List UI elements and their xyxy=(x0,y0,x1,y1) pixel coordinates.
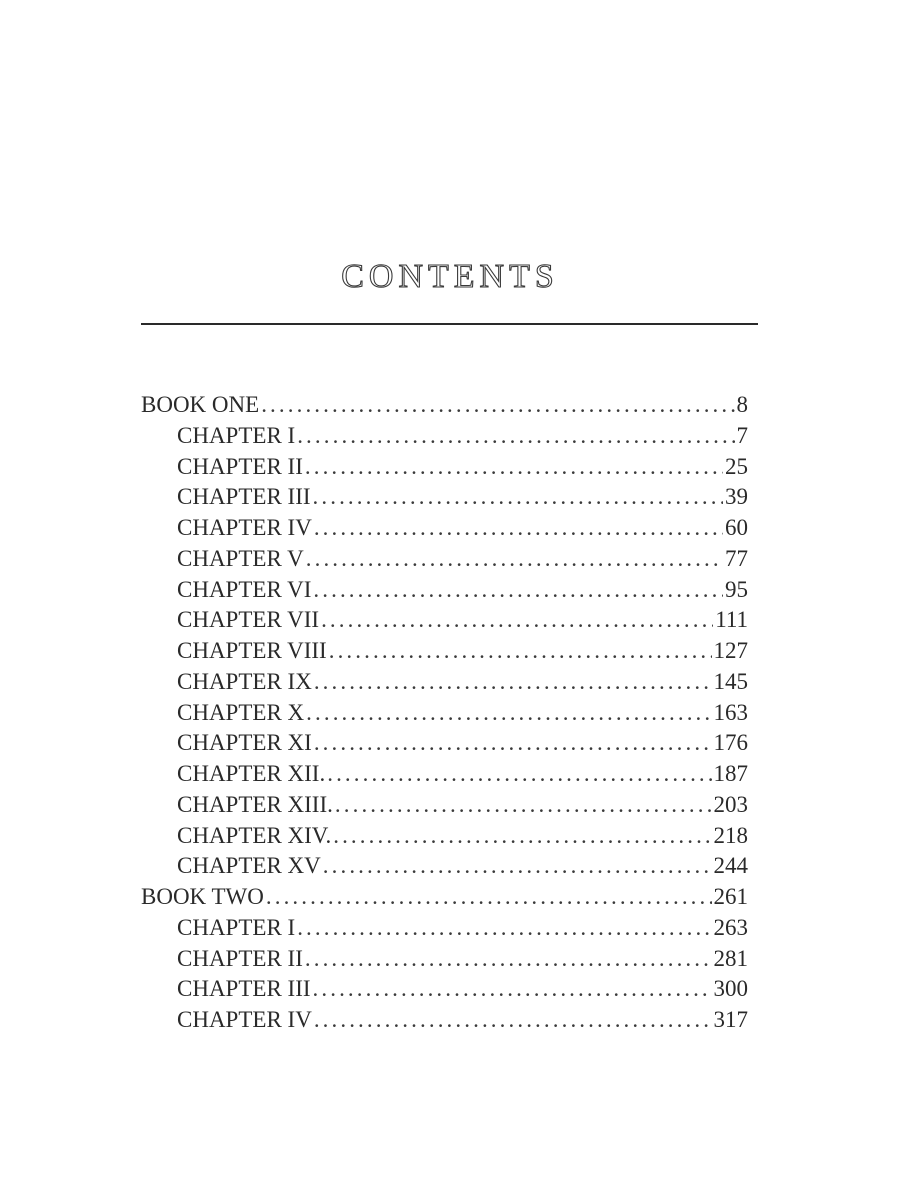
toc-book-entry xyxy=(141,390,748,421)
entry-page-number: 60 xyxy=(725,515,748,540)
entry-label: CHAPTER XI xyxy=(177,730,312,756)
entry-label: CHAPTER IV xyxy=(177,1007,312,1032)
entry-label: CHAPTER IV xyxy=(177,515,312,540)
entry-page-number: 261 xyxy=(713,884,748,909)
entry-page-number: 111 xyxy=(715,607,748,633)
dot-leader xyxy=(313,482,723,513)
dot-leader xyxy=(314,667,712,698)
entry-page-number: 8 xyxy=(736,392,748,417)
entry-label: CHAPTER XII. xyxy=(177,761,326,786)
entry-page-number: 317 xyxy=(713,1007,748,1032)
toc-chapter-entry xyxy=(141,482,748,513)
toc-chapter-entry xyxy=(141,913,748,944)
entry-label: CHAPTER VI xyxy=(177,576,312,602)
toc-chapter-entry xyxy=(141,667,748,698)
entry-label: CHAPTER XIV. xyxy=(177,822,332,848)
entry-page-number: 7 xyxy=(736,422,748,448)
entry-label: CHAPTER I xyxy=(177,914,296,940)
toc-chapter-entry xyxy=(141,636,748,667)
entry-page-number: 203 xyxy=(713,791,748,817)
toc-chapter-entry xyxy=(141,851,748,882)
dot-leader xyxy=(306,698,711,729)
entry-label: CHAPTER IX xyxy=(177,668,312,694)
entry-label: CHAPTER XV xyxy=(177,853,321,879)
dot-leader xyxy=(333,821,711,852)
entry-page-number: 244 xyxy=(713,853,748,879)
dot-leader xyxy=(321,605,713,636)
entry-page-number: 263 xyxy=(713,914,748,940)
entry-page-number: 300 xyxy=(713,976,748,1002)
entry-page-number: 187 xyxy=(713,761,748,786)
entry-label: CHAPTER III xyxy=(177,484,311,510)
entry-label: BOOK TWO xyxy=(141,884,264,909)
toc-chapter-entry xyxy=(141,944,748,975)
entry-label: CHAPTER VIII xyxy=(177,638,327,663)
dot-leader xyxy=(261,390,734,421)
entry-label: CHAPTER I xyxy=(177,422,296,448)
entry-page-number: 95 xyxy=(725,576,748,602)
toc-chapter-entry xyxy=(141,513,748,544)
entry-page-number: 145 xyxy=(713,668,748,694)
title-rule xyxy=(141,323,758,325)
toc-chapter-entry xyxy=(141,452,748,483)
toc-chapter-entry xyxy=(141,1005,748,1036)
entry-label: CHAPTER VII xyxy=(177,607,320,633)
dot-leader xyxy=(297,421,734,452)
table-of-contents xyxy=(141,390,748,1036)
dot-leader xyxy=(327,759,711,790)
dot-leader xyxy=(306,544,723,575)
toc-chapter-entry xyxy=(141,544,748,575)
entry-label: CHAPTER X xyxy=(177,699,305,725)
toc-chapter-entry xyxy=(141,698,748,729)
entry-page-number: 127 xyxy=(713,638,748,663)
dot-leader xyxy=(297,913,711,944)
toc-chapter-entry xyxy=(141,974,748,1005)
entry-label: CHAPTER V xyxy=(177,545,304,571)
page-title: CONTENTS xyxy=(341,258,559,295)
entry-page-number: 176 xyxy=(713,730,748,756)
dot-leader xyxy=(329,636,712,667)
entry-page-number: 163 xyxy=(713,699,748,725)
dot-leader xyxy=(305,944,712,975)
dot-leader xyxy=(313,575,723,606)
entry-label: CHAPTER III xyxy=(177,976,311,1002)
toc-chapter-entry xyxy=(141,759,748,790)
dot-leader xyxy=(314,513,723,544)
toc-chapter-entry xyxy=(141,790,748,821)
entry-label: CHAPTER II xyxy=(177,945,303,971)
entry-label: CHAPTER II xyxy=(177,453,303,479)
entry-label: CHAPTER XIII. xyxy=(177,791,333,817)
entry-page-number: 281 xyxy=(713,945,748,971)
entry-page-number: 39 xyxy=(725,484,748,510)
toc-chapter-entry xyxy=(141,821,748,852)
toc-chapter-entry xyxy=(141,575,748,606)
dot-leader xyxy=(313,974,712,1005)
dot-leader xyxy=(323,851,712,882)
entry-page-number: 218 xyxy=(713,822,748,848)
dot-leader xyxy=(314,728,712,759)
entry-page-number: 25 xyxy=(725,453,748,479)
toc-chapter-entry xyxy=(141,421,748,452)
dot-leader xyxy=(305,452,723,483)
toc-chapter-entry xyxy=(141,728,748,759)
toc-book-entry xyxy=(141,882,748,913)
dot-leader xyxy=(314,1005,712,1036)
dot-leader xyxy=(266,882,712,913)
entry-label: BOOK ONE xyxy=(141,392,260,417)
toc-chapter-entry xyxy=(141,605,748,636)
dot-leader xyxy=(335,790,712,821)
entry-page-number: 77 xyxy=(725,545,748,571)
